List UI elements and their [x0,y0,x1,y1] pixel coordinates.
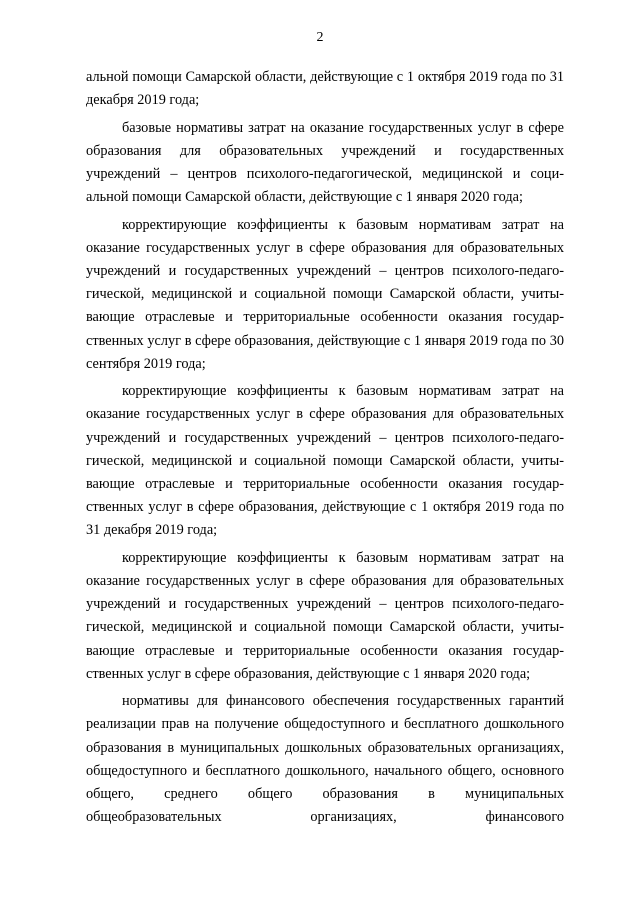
document-body [86,66,564,834]
paragraph-continuation: альной помощи Самарской области, действующие с 1 октября 2019 года по 31 декабря 2019 года; [86,69,565,109]
paragraph-financing-norms: нормативы для финансового обеспечения государственных гарантий реализации прав на получение общедоступного и бесплатного дошкольного образования в муниципальных дошкольных образовательных организациях, общедоступного и бесплатного дошкольного, начального общего, основного общего, среднего общего образования в муниципальных общеобразовательных организациях, финансового [86,693,565,826]
paragraph-base-norms-2020: базовые нормативы затрат на оказание государственных услуг в сфере образования для образовательных учреждений и государственных учреждений – центров психолого-педагогической, медицинской и соци- альной помощи Самарской области, действующие с 1 января 2020 года; [86,119,565,206]
page-number: 2 [316,30,324,45]
paragraph-coefficients-jan-sep-2019: корректирующие коэффициенты к базовым нормативам затрат на оказание государственных услуг в сфере образования для образовательных учреждений и государственных учреждений – центров психолого-педаго- гической, медицинской и социальной помощи Самарской области, учиты- вающие отраслевые и территориальные особенности оказания государ- ственных услуг в сфере образования, действующие с 1 января 2019 года по 30 сентября 2019 года; [86,216,565,372]
paragraph-coefficients-oct-dec-2019: корректирующие коэффициенты к базовым нормативам затрат на оказание государственных услуг в сфере образования для образовательных учреждений и государственных учреждений – центров психолого-педаго- гической, медицинской и социальной помощи Самарской области, учиты- вающие отраслевые и территориальные особенности оказания государ- ственных услуг в сфере образования, действующие с 1 октября 2019 года по 31 декабря 2019 года; [86,383,564,539]
paragraph-coefficients-2020: корректирующие коэффициенты к базовым нормативам затрат на оказание государственных услуг в сфере образования для образовательных учреждений и государственных учреждений – центров психолого-педаго- гической, медицинской и социальной помощи Самарской области, учиты- вающие отраслевые и территориальные особенности оказания государ- ственных услуг в сфере образования, действующие с 1 января 2020 года; [86,549,564,682]
